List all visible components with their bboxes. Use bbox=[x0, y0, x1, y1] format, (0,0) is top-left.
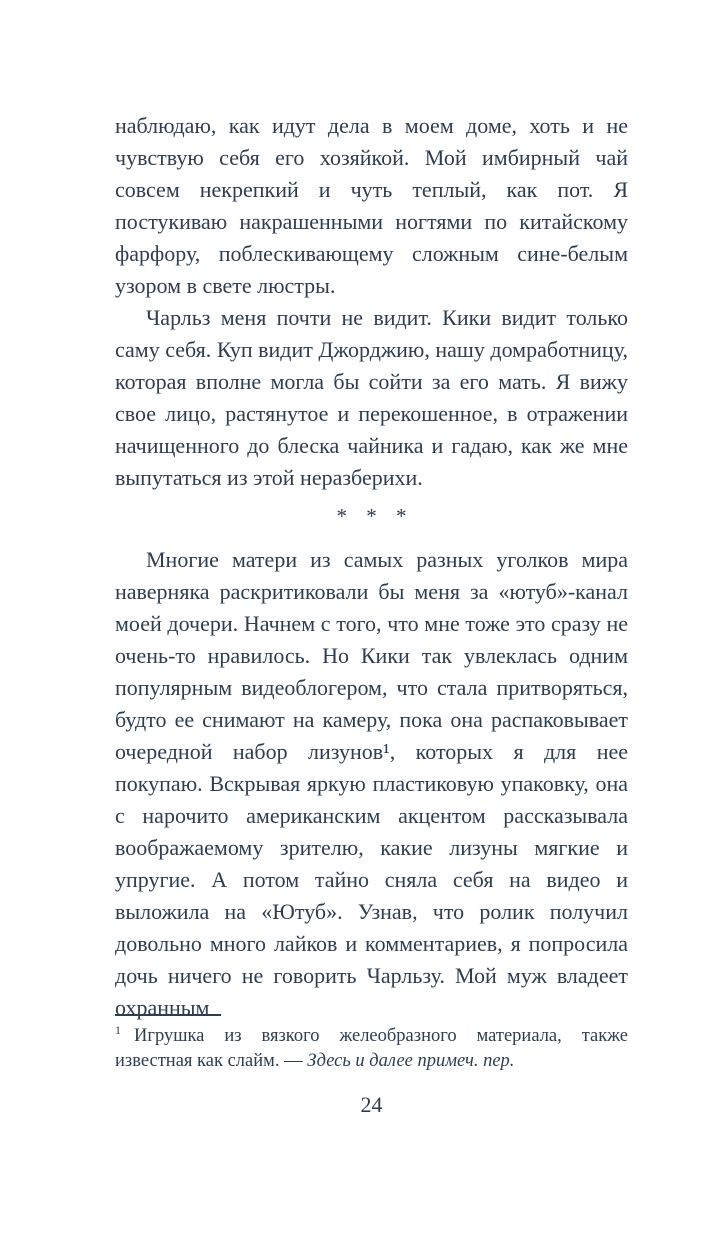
footnote-body: Игрушка из вязкого желеобразного материала, также известная как слайм. — bbox=[115, 1026, 628, 1071]
paragraph: Многие матери из самых разных уголков мира наверняка раскритиковали бы меня за «ютуб»-канал моей дочери. Начнем с того, что мне тоже это сразу не очень-то нравилось. Но Кики так увлеклась одним популярным видеоблогером, что стала притворяться, будто ее снимают на камеру, пока она распаковывает очередной набор лизунов¹, которых я для нее покупаю. Вскрывая яркую пластиковую упаковку, она с нарочито американским акцентом рассказывала воображаемому зрителю, какие лизуны мягкие и упругие. А потом тайно сняла себя на видео и выложила на «Ютуб». Узнав, что ролик получил довольно много лайков и комментариев, я попросила дочь ничего не говорить Чарльзу. Мой муж владеет охранным bbox=[115, 547, 628, 1020]
footnote bbox=[115, 1014, 628, 1074]
paragraph: Чарльз меня почти не видит. Кики видит только саму себя. Куп видит Джорджию, нашу домработницу, которая вполне могла бы сойти за его мать. Я вижу свое лицо, растянутое и перекошенное, в отражении начищенного до блеска чайника и гадаю, как же мне выпутаться из этой неразберихи. bbox=[115, 305, 628, 490]
footnote-translator-note: Здесь и далее примеч. пер. bbox=[307, 1051, 515, 1071]
footnote-marker: 1 bbox=[115, 1022, 121, 1037]
footnote-rule bbox=[115, 1014, 221, 1016]
footnote-text bbox=[115, 1024, 628, 1074]
text-column bbox=[115, 110, 628, 1024]
section-separator: * * * bbox=[336, 504, 414, 528]
paragraph-continuation: наблюдаю, как идут дела в моем доме, хоть и не чувствую себя его хозяйкой. Мой имбирный чай совсем некрепкий и чуть теплый, как пот. Я постукиваю накрашенными ногтями по китайскому фарфору, поблескивающему сложным сине-белым узором в свете люстры. bbox=[115, 113, 628, 298]
page-number: 24 bbox=[360, 1092, 383, 1117]
